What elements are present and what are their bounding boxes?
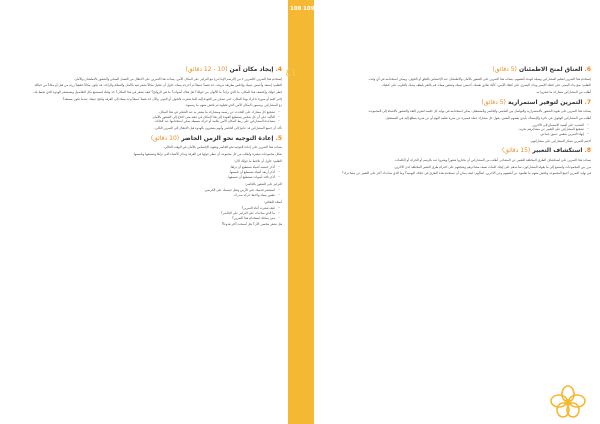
flower-icon xyxy=(548,384,588,420)
section-title: استكشاف التعبير xyxy=(532,147,583,155)
section-7-heading xyxy=(323,99,591,107)
section-duration: (15 دقائق) xyxy=(501,147,531,155)
paragraph: شكل مجموعات صغيرة واطلب من كل مجموعة أن تنظر حولها في الغرفة وتذكر الأشياء التي تراها وتسمعها وتلمسها. xyxy=(133,152,282,157)
section-5 xyxy=(12,135,282,227)
section-number: 8. xyxy=(584,147,591,155)
list-item: • تشجيع كل مشارك على التحدث عن رسمه ومشاركة ما يشعر به عند التفكير في هذا المكان. xyxy=(12,110,275,115)
paragraph: مرر بين المجموعات واستمع إلى ما يقوله المشاركون. ساعدهم على إيجاد كلمات تصف مشاعرهم وشجعهم على احترام طرق التعبير المختلفة لدى الآخرين. xyxy=(393,164,591,169)
section-7 xyxy=(323,99,591,144)
list-item: • أذكر أربعة أشياء تستطيع أن تلمسها. xyxy=(12,170,275,175)
list-item: • تنفس ببطء ولاحظ حركة صدرك. xyxy=(12,193,275,198)
section-8 xyxy=(323,147,591,176)
section-duration: (10 - 12 دقائق) xyxy=(185,66,228,73)
section-duration: (5 دقائق) xyxy=(481,98,506,106)
paragraph: إستخدم هذا التمرين كالتمرين ٤ من (الرسم الإبداعي) مع التركيز على المكان الآمن. يساعد هذا التمرين على الانتقال من الفصل الصحي والشعور بالاطمئنان والأمان. xyxy=(73,76,282,81)
paragraph: يساعد هذا التمرين على إعادة التوجيه نحو الحاضر وتقوية الإحساس بالأمان في الوقت الحالي. xyxy=(163,145,282,150)
bullet-list xyxy=(12,188,282,197)
list-item: • إنهاء التمرين بتنفس عميق جماعي. xyxy=(323,132,584,137)
paragraph: يساعد هذا التمرين على تقوية الشعور بالاستمرارية والتواصل بين الماضي والحاضر والمستقبل. يمكن استخدامه في نهاية كل جلسة لتعزيز الثقة والشعور بالانتماء إلى المجموعة. xyxy=(367,109,591,114)
section-title: العناق لمنح الاطمئنان xyxy=(518,66,583,73)
paragraph: هل تشعر بتحسن الآن؟ هل أصبحت أكثر هدوءاً؟ xyxy=(221,222,282,227)
section-4 xyxy=(12,66,282,131)
section-duration: (5 دقائق) xyxy=(492,66,517,73)
list-item: • مساعدة المشاركين على ربط المكان الآمن بكلمة أو حركة بسيطة يمكن استخدامها عند الحاجة. xyxy=(12,119,275,124)
section-number: 7. xyxy=(584,98,591,106)
paragraph: تأكد أن جميع المشاركين قد عادوا إلى الحاضر وأنهم يشعرون بالهدوء قبل الانتقال إلى التمرين التالي. xyxy=(154,126,282,131)
list-item: • متى يمكنك استخدام هذا التمرين؟ xyxy=(12,216,275,221)
paragraph: التعليم: إستعد وأغمض عينيك وإجلس بطريقة مريحة، خذ نفساً عميقاً ثم أخرجه ببطء. حاول أن تتخيل مكاناً تشعر فيه بالأمان والسلام والراحة. قد يكون مكاناً حقيقياً زرته من قبل أو مكاناً من خيالك. xyxy=(33,83,282,88)
paragraph: أطلب من المشاركين مشاركة ما شعروا به. xyxy=(535,89,591,94)
paragraph: التركيز على الشعور بالحاضر: xyxy=(244,181,282,186)
paragraph: يساعد هذا التمرين على استكشاف الطرق المختلفة للتعبير عن المشاعر. أطلب من المشاركين أن يختاروا شعوراً ويعبروا عنه بالرسم أو الحركة أو الكلمات. xyxy=(394,157,591,162)
paragraph: التعليم: حاول أن تلاحظ ما حولك الآن: xyxy=(233,158,282,163)
list-item: • تشجيع المشاركين على التعبير عن مشاعرهم بحرية. xyxy=(323,127,584,132)
section-8-heading xyxy=(323,147,591,155)
list-item: • استشعر قدميك على الأرض وثقل جسمك على الكرسي. xyxy=(12,188,275,193)
section-number: 6. xyxy=(584,66,591,73)
paragraph: اختتم التمرين بشكر المشاركين على مشاركتهم. xyxy=(530,138,591,143)
section-title: إيجاد مكان آمن xyxy=(229,66,274,73)
paragraph: التعليم: ضع يدك اليمنى على كتفك الأيسر ويدك اليسرى على كتفك الأيمن، كأنك تعانق نفسك. أغمض عينيك وتنفس ببطء. قم بالنقر بلطف بيديك بالتناوب على كتفيك. xyxy=(381,83,591,88)
bullet-list xyxy=(12,110,282,124)
list-item: • التشديد على أهمية الاستماع إلى الآخرين. xyxy=(323,123,584,128)
section-title: إعادة التوجيه نحو الزمن الحاضر xyxy=(181,134,274,142)
list-item: • كيف شعرت أثناء التمرين؟ xyxy=(12,206,275,211)
bullet-list xyxy=(323,123,591,137)
paragraph: أطلب من المشاركين الوقوف في دائرة والإمساك بأيدي بعضهم البعض. يقول كل مشارك جملة قصيرة عن شيء تعلمه اليوم أو عن شيء يتطلع إليه في المستقبل. xyxy=(385,115,591,120)
section-number: 5. xyxy=(275,134,282,142)
section-6-heading xyxy=(323,66,591,74)
spine-band xyxy=(288,0,314,424)
paragraph: أسئلة للنقاش: xyxy=(263,199,282,204)
section-duration: (10 دقائق) xyxy=(150,134,180,142)
right-page xyxy=(323,0,591,424)
bullet-list xyxy=(12,165,282,179)
paragraph: في نهاية التمرين اجمع المجموعة وناقش معهم ما تعلموه عن أنفسهم وعن الآخرين. اسألهم: كيف يمكن أن تستخدم هذه الطرق في حياتك اليومية؟ وما الذي ساعدك أكثر على التعبير عن مشاعرك؟ xyxy=(342,171,591,176)
list-item: • أذكر خمسة أشياء تستطيع أن تراها. xyxy=(12,165,275,170)
list-item: • التأكيد على أن كل شخص يستطيع العودة إلى هذا المكان في ذهنه متى احتاج إلى الشعور بالأمان. xyxy=(12,115,275,120)
section-6 xyxy=(323,66,591,95)
paragraph: إختر كلمة أو صورة تذكرك بهذا المكان، حتى تتمكن من العودة إليه كلما شعرت بالخوف أو التوتر. والآن خذ نفساً عميقاً وعد ببطء إلى الغرفة وافتح عينيك عندما تكون مستعداً. xyxy=(62,96,282,101)
page-number-right: 109 xyxy=(303,6,315,12)
list-item: • أذكر ثلاثة أصوات تستطيع أن تسمعها. xyxy=(12,175,275,180)
section-number: 4. xyxy=(275,66,282,73)
bullet-list xyxy=(12,206,282,220)
paragraph: دع المشاركين يرسمون المكان الآمن الذي تخيلوه ثم ناقش معهم ما رسموه. xyxy=(185,103,282,108)
section-5-heading xyxy=(12,135,282,143)
list-item: • ما الذي ساعدك على التركيز على الحاضر؟ xyxy=(12,211,275,216)
page-number-left: 108 xyxy=(290,6,302,12)
section-title: التمرين لتوفير استمرارية xyxy=(507,98,583,106)
paragraph: إستخدم هذا التمرين لتعليم المشاركين وسيلة لتهدئة أنفسهم. يساعد هذا التمرين على الشعور بالأمان والاطمئنان عند الإحساس بالقلق أو الخوف، ويمكن استخدامه في أي وقت. xyxy=(368,76,591,81)
section-4-heading xyxy=(12,66,282,74)
left-page xyxy=(12,0,282,424)
paragraph: انظر حولك وإكتشف هذا المكان، ما الذي تراه؟ ما الألوان من حولك؟ هل هناك أصوات؟ ما هي الروائح؟ كيف تشعر في هذا المكان؟ خذ وقتك لتستمتع بكل التفاصيل وتستشعر الهدوء الذي يحيط بك. xyxy=(33,89,282,94)
spine-decoration: ٤١ xyxy=(285,66,297,79)
